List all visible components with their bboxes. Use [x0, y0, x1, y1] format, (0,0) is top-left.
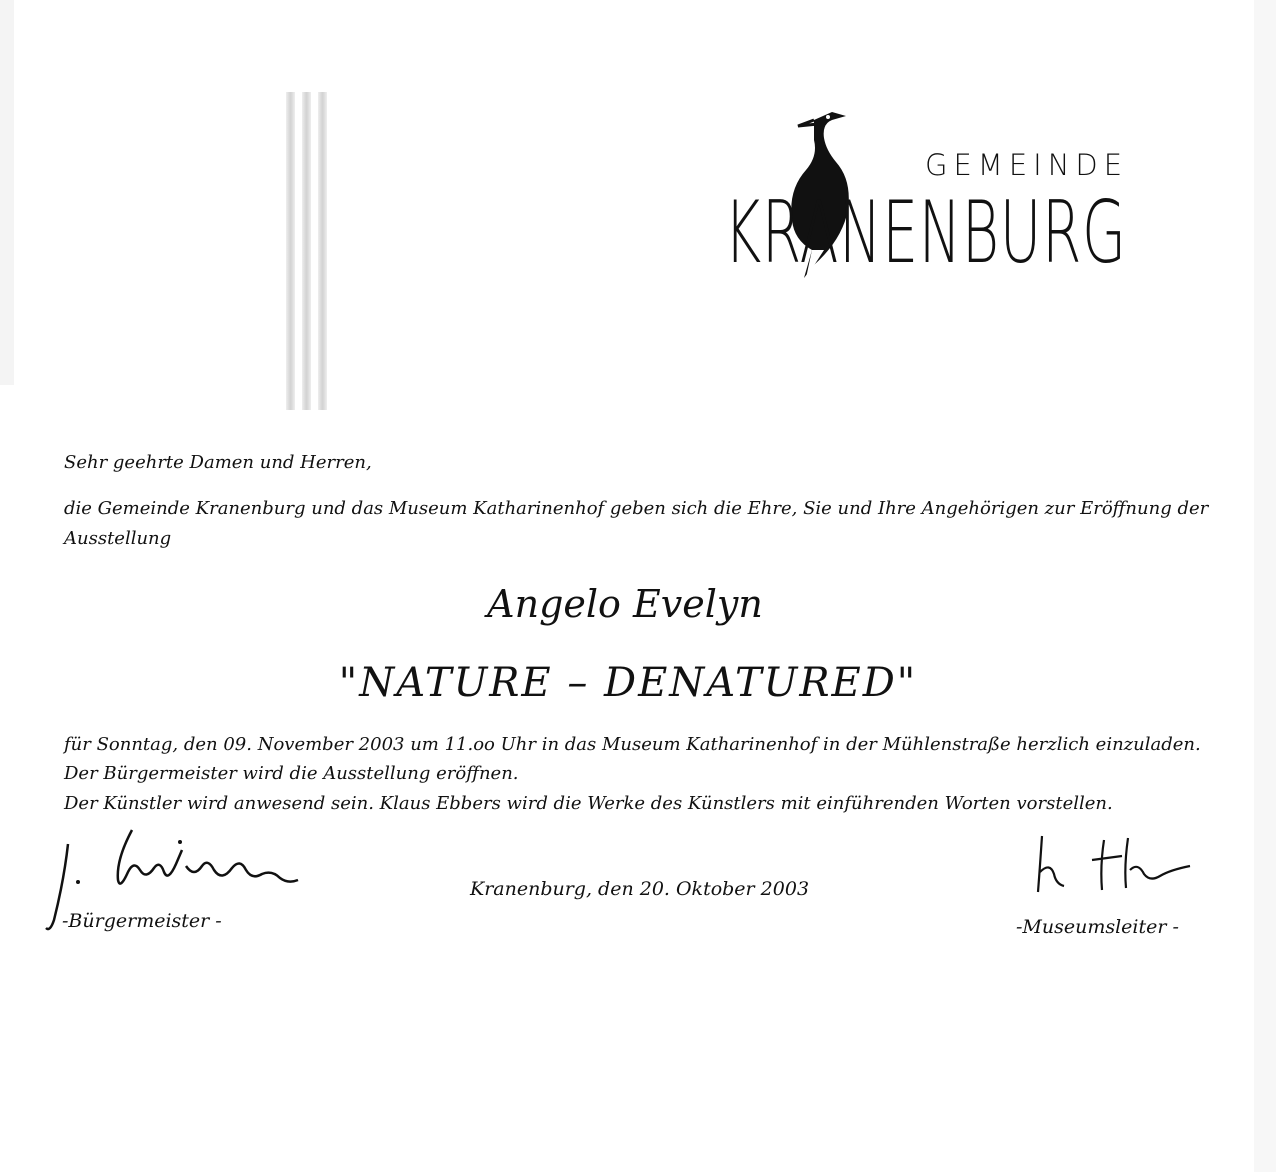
- exhibition-title: "NATURE – DENATURED": [338, 660, 918, 706]
- museum-director-signature: [1030, 826, 1200, 906]
- intro-line-1: die Gemeinde Kranenburg und das Museum Katharinenhof geben sich die Ehre, Sie und Ihre Angehörigen zur Eröffnung der: [64, 498, 1209, 519]
- place-and-date: Kranenburg, den 20. Oktober 2003: [470, 878, 810, 900]
- decorative-stripe: [286, 92, 295, 410]
- decorative-stripe: [318, 92, 327, 410]
- scan-edge-left: [0, 0, 14, 385]
- body-line-3: Der Künstler wird anwesend sein. Klaus Ebbers wird die Werke des Künstlers mit einführenden Worten vorstellen.: [64, 793, 1113, 814]
- municipality-logo: [720, 110, 1160, 290]
- scan-edge-right: [1254, 0, 1276, 1172]
- intro-line-2: Ausstellung: [64, 528, 172, 549]
- mayor-role-label: -Bürgermeister -: [62, 910, 222, 932]
- body-line-2: Der Bürgermeister wird die Ausstellung eröffnen.: [64, 763, 519, 784]
- museum-director-role-label: -Museumsleiter -: [1016, 916, 1179, 938]
- salutation: Sehr geehrte Damen und Herren,: [64, 452, 372, 473]
- artist-name: Angelo Evelyn: [487, 582, 763, 626]
- body-line-1: für Sonntag, den 09. November 2003 um 11.oo Uhr in das Museum Katharinenhof in der Mühlenstraße herzlich einzuladen.: [64, 734, 1201, 755]
- logo-kranenburg-text: KRANENBURG: [724, 183, 1127, 283]
- logo-gemeinde-text: GEMEINDE: [925, 148, 1129, 182]
- decorative-stripe: [302, 92, 311, 410]
